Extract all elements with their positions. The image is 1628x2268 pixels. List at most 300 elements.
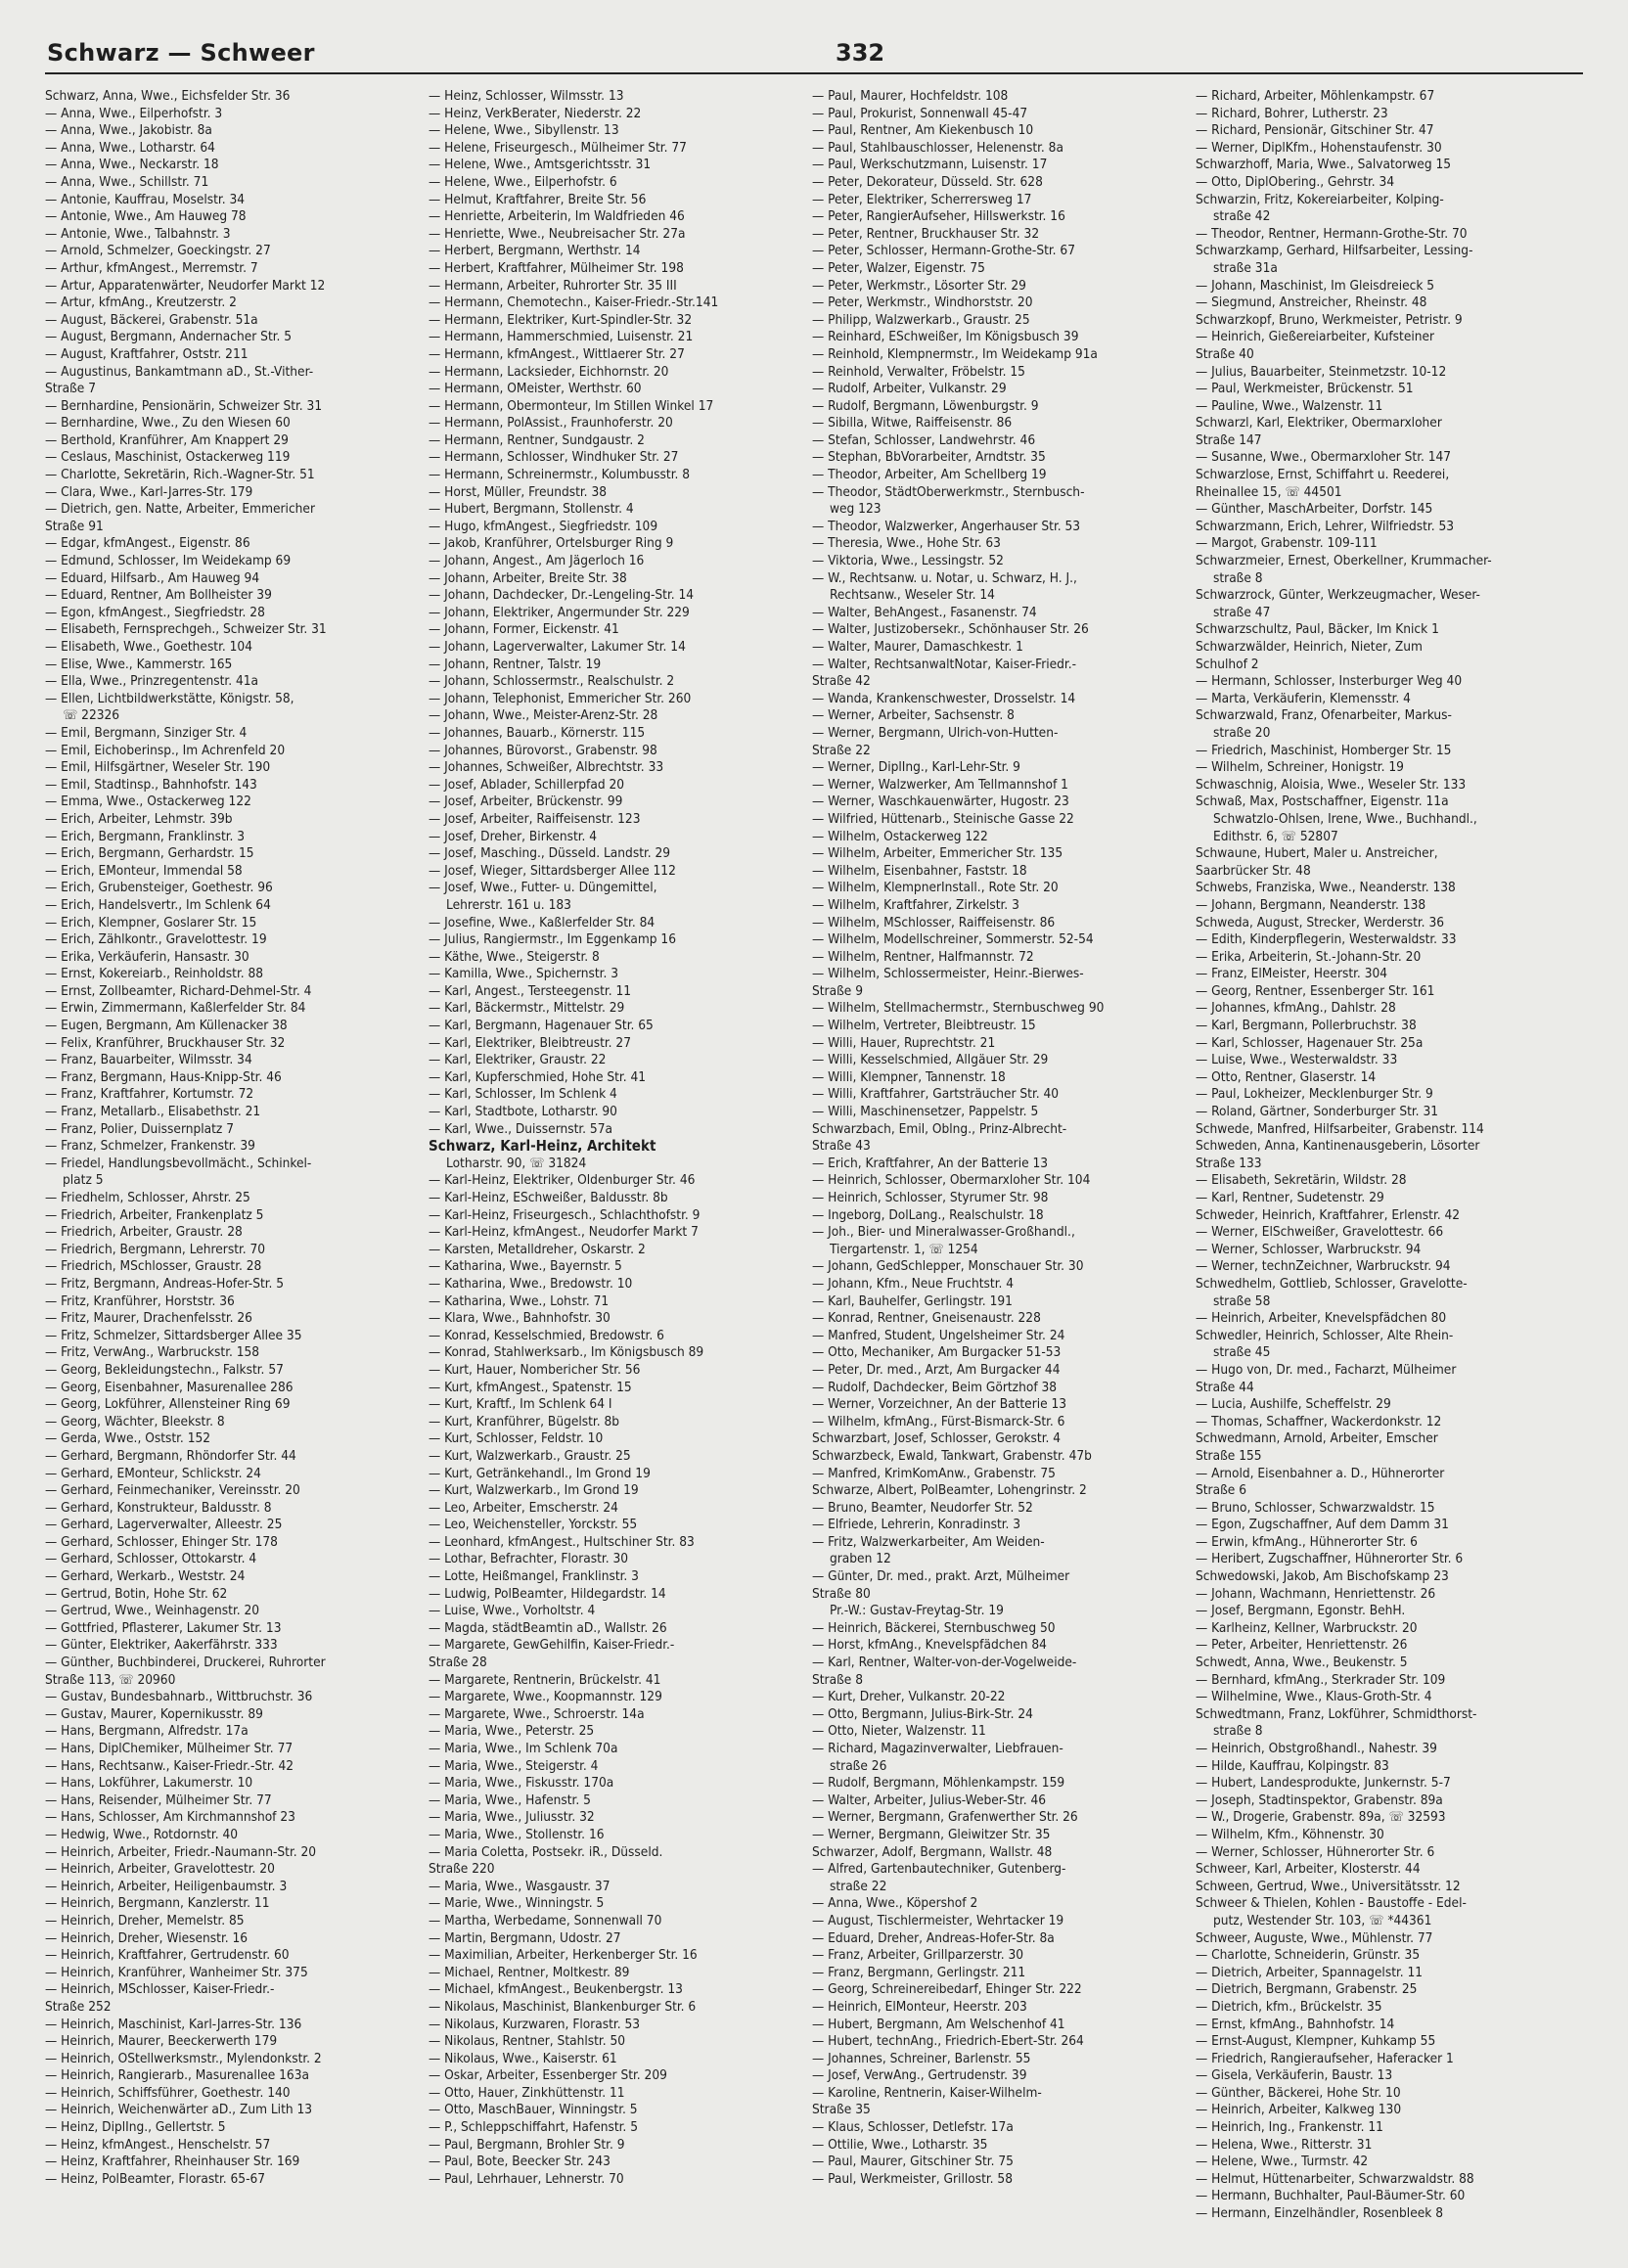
- directory-entry-line: — Peter, Arbeiter, Henriettenstr. 26: [1196, 1637, 1408, 1654]
- directory-entry-line: — Herbert, Bergmann, Werthstr. 14: [429, 243, 641, 259]
- directory-entry-line: — Fritz, VerwAng., Warbruckstr. 158: [45, 1344, 260, 1361]
- directory-entry-line: — Margot, Grabenstr. 109-111: [1196, 535, 1378, 552]
- directory-entry-line: — Peter, Werkmstr., Windhorststr. 20: [812, 295, 1033, 311]
- directory-entry-line: — Käthe, Wwe., Steigerstr. 8: [429, 948, 600, 965]
- directory-entry-line: — Otto, Nieter, Walzenstr. 11: [812, 1723, 986, 1740]
- directory-entry-line: Rechtsanw., Weseler Str. 14: [830, 587, 995, 604]
- directory-entry-line: — Margarete, Wwe., Koopmannstr. 129: [429, 1689, 662, 1705]
- directory-entry-line: — W., Drogerie, Grabenstr. 89a, ☏ 32593: [1196, 1809, 1446, 1826]
- directory-entry-line: — Anna, Wwe., Lotharstr. 64: [45, 139, 215, 156]
- directory-entry-line: — Viktoria, Wwe., Lessingstr. 52: [812, 553, 1004, 569]
- directory-entry-line: Schwatzlo-Ohlsen, Irene, Wwe., Buchhandl.,: [1213, 810, 1477, 827]
- directory-entry-line: — Julius, Bauarbeiter, Steinmetzstr. 10-12: [1196, 363, 1447, 380]
- directory-entry-line: — Johann, Dachdecker, Dr.-Lengeling-Str. 14: [429, 587, 695, 604]
- directory-entry-line: — Horst, Müller, Freundstr. 38: [429, 483, 608, 500]
- directory-entry-line: — Wilhelm, Kfm., Köhnenstr. 30: [1196, 1826, 1384, 1842]
- directory-entry-line: — Kurt, Schlosser, Feldstr. 10: [429, 1430, 604, 1447]
- directory-entry-line: — Johann, Bergmann, Neanderstr. 138: [1196, 896, 1426, 913]
- directory-entry-line: — Luise, Wwe., Westerwaldstr. 33: [1196, 1052, 1398, 1068]
- directory-entry-line: — Gerhard, Werkarb., Weststr. 24: [45, 1568, 246, 1585]
- directory-entry-line: — Kurt, Walzwerkarb., Graustr. 25: [429, 1447, 631, 1464]
- directory-entry-line: Lotharstr. 90, ☏ 31824: [446, 1155, 587, 1171]
- directory-entry-line: — Werner, Walzwerker, Am Tellmannshof 1: [812, 776, 1068, 793]
- directory-entry-line: Schwarzbart, Josef, Schlosser, Gerokstr. 4: [812, 1430, 1062, 1447]
- directory-entry-line: — Georg, Wächter, Bleekstr. 8: [45, 1413, 225, 1429]
- directory-entry-line: — Heinrich, Schlosser, Obermarxloher Str. 104: [812, 1172, 1091, 1189]
- directory-entry-line: — Johann, Former, Eickenstr. 41: [429, 621, 619, 638]
- directory-entry-line: — Manfred, Student, Ungelsheimer Str. 24: [812, 1327, 1065, 1343]
- directory-entry-line: — Hermann, kfmAngest., Wittlaerer Str. 27: [429, 345, 685, 362]
- directory-entry-line: — Johann, Maschinist, Im Gleisdreieck 5: [1196, 277, 1435, 294]
- directory-entry-line: — Willi, Kraftfahrer, Gartsträucher Str. 40: [812, 1086, 1060, 1103]
- directory-entry-line: straße 31a: [1213, 259, 1278, 276]
- directory-entry-line: — Emil, Stadtinsp., Bahnhofstr. 143: [45, 776, 257, 793]
- directory-entry-line: — Nikolaus, Kurzwaren, Florastr. 53: [429, 2016, 641, 2032]
- directory-entry-line: — Wilhelm, Arbeiter, Emmericher Str. 135: [812, 845, 1063, 862]
- directory-entry-line: — Willi, Klempner, Tannenstr. 18: [812, 1068, 1006, 1085]
- directory-entry-line: Straße 80: [812, 1585, 871, 1602]
- directory-entry-line: straße 8: [1213, 1723, 1263, 1740]
- directory-entry-line: — Theodor, StädtOberwerkmstr., Sternbusch-: [812, 483, 1085, 500]
- directory-entry-line: — Johann, Wwe., Meister-Arenz-Str. 28: [429, 707, 658, 724]
- directory-entry-line: — Eduard, Rentner, Am Bollheister 39: [45, 587, 272, 604]
- directory-entry-line: — Erich, Bergmann, Franklinstr. 3: [45, 828, 246, 844]
- directory-entry-line: — Marie, Wwe., Winningstr. 5: [429, 1895, 605, 1912]
- directory-entry-line: — Hermann, PolAssist., Fraunhoferstr. 20: [429, 415, 673, 431]
- directory-entry-line: — Joseph, Stadtinspektor, Grabenstr. 89a: [1196, 1792, 1443, 1808]
- directory-entry-line: — Peter, Dr. med., Arzt, Am Burgacker 44: [812, 1361, 1061, 1378]
- directory-entry-line: — Gerhard, EMonteur, Schlickstr. 24: [45, 1465, 261, 1481]
- directory-entry-line: Schwarze, Albert, PolBeamter, Lohengrinstr. 2: [812, 1482, 1087, 1499]
- directory-entry-line: — Thomas, Schaffner, Wackerdonkstr. 12: [1196, 1413, 1442, 1429]
- directory-entry-line: — Elisabeth, Sekretärin, Wildstr. 28: [1196, 1172, 1407, 1189]
- directory-entry-line: Schwarzwälder, Heinrich, Nieter, Zum: [1196, 639, 1423, 655]
- directory-entry-line: — Richard, Pensionär, Gitschiner Str. 47: [1196, 122, 1434, 139]
- directory-entry-line: — Karlheinz, Kellner, Warbruckstr. 20: [1196, 1619, 1418, 1636]
- directory-entry-line: — Reinhold, Klempnermstr., Im Weidekamp 91a: [812, 345, 1098, 362]
- directory-entry-line: — Theresia, Wwe., Hohe Str. 63: [812, 535, 1001, 552]
- directory-entry-line: — Elfriede, Lehrerin, Konradinstr. 3: [812, 1517, 1021, 1533]
- directory-entry-line: — Josef, Arbeiter, Raiffeisenstr. 123: [429, 810, 641, 827]
- directory-entry-line: — Franz, Bergmann, Haus-Knipp-Str. 46: [45, 1068, 282, 1085]
- directory-entry-line: — Karsten, Metalldreher, Oskarstr. 2: [429, 1241, 646, 1257]
- directory-entry-line: Schwarzwald, Franz, Ofenarbeiter, Markus-: [1196, 707, 1452, 724]
- directory-entry-line: — Dietrich, Bergmann, Grabenstr. 25: [1196, 1981, 1418, 1998]
- directory-entry-line: — Maria, Wwe., Hafenstr. 5: [429, 1792, 591, 1808]
- directory-entry-line: — Johann, Angest., Am Jägerloch 16: [429, 553, 645, 569]
- directory-entry-line: — Maria, Wwe., Wasgaustr. 37: [429, 1878, 610, 1894]
- directory-entry-line: — Fritz, Maurer, Drachenfelsstr. 26: [45, 1310, 252, 1327]
- directory-entry-line: — Otto, Mechaniker, Am Burgacker 51-53: [812, 1344, 1062, 1361]
- directory-entry-line: — Werner, DiplIng., Karl-Lehr-Str. 9: [812, 759, 1020, 776]
- directory-entry-line: — Helena, Wwe., Ritterstr. 31: [1196, 2136, 1373, 2153]
- directory-entry-line: — Heinrich, Arbeiter, Knevelspfädchen 80: [1196, 1310, 1447, 1327]
- directory-entry-line: — Konrad, Stahlwerksarb., Im Königsbusch 89: [429, 1344, 704, 1361]
- directory-entry-line: — Paul, Werkschutzmann, Luisenstr. 17: [812, 157, 1048, 173]
- directory-entry-line: — Stephan, BbVorarbeiter, Arndtstr. 35: [812, 449, 1046, 466]
- directory-entry-line: — Karl, Elektriker, Graustr. 22: [429, 1052, 607, 1068]
- directory-entry-line: — Gisela, Verkäuferin, Baustr. 13: [1196, 2067, 1393, 2084]
- directory-entry-line: — Friedrich, Bergmann, Lehrerstr. 70: [45, 1241, 266, 1257]
- directory-entry-line: Schweda, August, Strecker, Werderstr. 36: [1196, 914, 1445, 930]
- directory-entry-line: — August, Bäckerei, Grabenstr. 51a: [45, 311, 258, 328]
- directory-entry-line: Schwarzlose, Ernst, Schiffahrt u. Reederei,: [1196, 467, 1450, 483]
- directory-entry-line: — Wilhelm, MSchlosser, Raiffeisenstr. 86: [812, 914, 1056, 930]
- directory-entry-line: — Ernst, kfmAng., Bahnhofstr. 14: [1196, 2016, 1395, 2032]
- directory-entry-line: — Peter, Elektriker, Scherrersweg 17: [812, 191, 1032, 207]
- directory-entry-line: — Bruno, Schlosser, Schwarzwaldstr. 15: [1196, 1499, 1435, 1516]
- directory-entry-line: Schwedhelm, Gottlieb, Schlosser, Gravelotte-: [1196, 1275, 1468, 1292]
- directory-entry-line: straße 22: [830, 1878, 887, 1894]
- directory-entry-line: — Friedrich, MSchlosser, Graustr. 28: [45, 1258, 262, 1275]
- directory-entry-line: — Peter, RangierAufseher, Hillswerkstr. 16: [812, 208, 1065, 225]
- directory-entry-line: — Werner, Bergmann, Gleiwitzer Str. 35: [812, 1826, 1051, 1842]
- directory-entry-line: — Wilhelm, Modellschreiner, Sommerstr. 52-54: [812, 931, 1094, 948]
- directory-entry-line: — Antonie, Wwe., Am Hauweg 78: [45, 208, 247, 225]
- directory-entry-line: — Fritz, Bergmann, Andreas-Hofer-Str. 5: [45, 1275, 285, 1292]
- directory-entry-line: straße 26: [830, 1757, 887, 1774]
- directory-entry-line: — Wilhelmine, Wwe., Klaus-Groth-Str. 4: [1196, 1689, 1432, 1705]
- directory-entry-line: — W., Rechtsanw. u. Notar, u. Schwarz, H. J.,: [812, 569, 1077, 586]
- directory-entry-line: — Antonie, Kauffrau, Moselstr. 34: [45, 191, 246, 207]
- directory-entry-line: — Maria, Wwe., Stollenstr. 16: [429, 1826, 605, 1842]
- directory-entry-line: — Emil, Eichoberinsp., Im Achrenfeld 20: [45, 742, 286, 758]
- directory-entry-line: — Anna, Wwe., Köpershof 2: [812, 1895, 978, 1912]
- directory-entry-line: — Kurt, kfmAngest., Spatenstr. 15: [429, 1379, 632, 1395]
- directory-entry-line: Schwarzl, Karl, Elektriker, Obermarxloher: [1196, 415, 1442, 431]
- directory-entry-line: — Maria, Wwe., Juliusstr. 32: [429, 1809, 595, 1826]
- directory-entry-line: Schweer, Auguste, Wwe., Mühlenstr. 77: [1196, 1929, 1433, 1946]
- directory-entry-line: — Erich, Arbeiter, Lehmstr. 39b: [45, 810, 233, 827]
- directory-entry-line: — Peter, Rentner, Bruckhauser Str. 32: [812, 225, 1040, 242]
- directory-entry-line: — Georg, Schreinereibedarf, Ehinger Str. 222: [812, 1981, 1082, 1998]
- directory-entry-line: Straße 220: [429, 1861, 495, 1878]
- directory-entry-line: — Johann, Lagerverwalter, Lakumer Str. 14: [429, 639, 686, 655]
- directory-entry-line: — Friedrich, Maschinist, Homberger Str. 15: [1196, 742, 1452, 758]
- directory-entry-line: — Paul, Werkmeister, Brückenstr. 51: [1196, 381, 1414, 397]
- directory-entry-line: — Hubert, Landesprodukte, Junkernstr. 5-7: [1196, 1775, 1451, 1792]
- directory-entry-line: — Oskar, Arbeiter, Essenberger Str. 209: [429, 2067, 667, 2084]
- directory-entry-line: — Dietrich, kfm., Brückelstr. 35: [1196, 1998, 1382, 2015]
- directory-entry-line: — Leonhard, kfmAngest., Hultschiner Str. 83: [429, 1533, 695, 1550]
- directory-entry-line: — Heinrich, Schiffsführer, Goethestr. 140: [45, 2084, 291, 2101]
- directory-entry-line: — Wilhelm, Ostackerweg 122: [812, 828, 988, 844]
- directory-entry-line: — Werner, Waschkauenwärter, Hugostr. 23: [812, 794, 1069, 810]
- directory-entry-line: — Kurt, Dreher, Vulkanstr. 20-22: [812, 1689, 1006, 1705]
- directory-entry-line: straße 20: [1213, 724, 1271, 741]
- directory-entry-line: — Heinrich, Kraftfahrer, Gertrudenstr. 60: [45, 1947, 290, 1964]
- column-2: [429, 88, 812, 2262]
- directory-entry-line: — Nikolaus, Maschinist, Blankenburger Str. 6: [429, 1998, 697, 2015]
- directory-entry-line: — Helene, Wwe., Eilperhofstr. 6: [429, 173, 617, 190]
- directory-entry-line: — Helmut, Hüttenarbeiter, Schwarzwaldstr. 88: [1196, 2170, 1474, 2187]
- directory-entry-line: — Anna, Wwe., Eilperhofstr. 3: [45, 105, 223, 121]
- directory-entry-line: — Anna, Wwe., Jakobistr. 8a: [45, 122, 212, 139]
- directory-entry-line: Tiergartenstr. 1, ☏ 1254: [830, 1241, 978, 1257]
- directory-entry-line: graben 12: [830, 1551, 891, 1567]
- directory-columns: [45, 88, 1583, 2262]
- directory-entry-line: Straße 40: [1196, 345, 1254, 362]
- directory-entry-line: — Johannes, Bauarb., Körnerstr. 115: [429, 724, 646, 741]
- directory-entry-line: — Martin, Bergmann, Udostr. 27: [429, 1929, 621, 1946]
- directory-entry-line: — Franz, Polier, Duissernplatz 7: [45, 1120, 235, 1137]
- directory-entry-line: — Gerhard, Konstrukteur, Baldusstr. 8: [45, 1499, 272, 1516]
- directory-entry-line: Straße 113, ☏ 20960: [45, 1671, 176, 1688]
- directory-entry-line: — Gerda, Wwe., Oststr. 152: [45, 1430, 211, 1447]
- directory-entry-line: — Karl, Schlosser, Hagenauer Str. 25a: [1196, 1034, 1424, 1051]
- directory-entry-line: — Hans, Reisender, Mülheimer Str. 77: [45, 1792, 272, 1808]
- directory-entry-line: — Heinrich, Bäckerei, Sternbuschweg 50: [812, 1619, 1056, 1636]
- directory-entry-line: — Heinrich, Schlosser, Styrumer Str. 98: [812, 1190, 1049, 1205]
- directory-entry-line: — Maria Coletta, Postsekr. iR., Düsseld.: [429, 1843, 663, 1860]
- directory-entry-line: — Johannes, Schweißer, Albrechtstr. 33: [429, 759, 664, 776]
- directory-entry-line: — Erwin, Zimmermann, Kaßlerfelder Str. 84: [45, 1000, 306, 1017]
- directory-entry-line: — Walter, Maurer, Damaschkestr. 1: [812, 639, 1023, 655]
- directory-entry-line: Straße 9: [812, 982, 863, 999]
- directory-entry-line: — Johannes, kfmAng., Dahlstr. 28: [1196, 1000, 1396, 1017]
- directory-entry-line: — August, Tischlermeister, Wehrtacker 19: [812, 1912, 1064, 1928]
- directory-entry-line: Schwarzkopf, Bruno, Werkmeister, Petristr. 9: [1196, 311, 1463, 328]
- directory-entry-line: — Johannes, Bürovorst., Grabenstr. 98: [429, 742, 657, 758]
- directory-entry-line: — Gerhard, Schlosser, Ehinger Str. 178: [45, 1533, 278, 1550]
- directory-entry-line: — Susanne, Wwe., Obermarxloher Str. 147: [1196, 449, 1452, 466]
- directory-entry-line: — Heinrich, Arbeiter, Friedr.-Naumann-Str. 20: [45, 1843, 317, 1860]
- directory-entry-line: — Arthur, kfmAngest., Merremstr. 7: [45, 259, 258, 276]
- directory-entry-line: — Josef, Wieger, Sittardsberger Allee 112: [429, 862, 676, 879]
- directory-entry-line: — Kurt, Kranführer, Bügelstr. 8b: [429, 1413, 620, 1429]
- directory-entry-line: — Heinrich, Dreher, Wiesenstr. 16: [45, 1929, 249, 1946]
- directory-entry-line: — Ludwig, PolBeamter, Hildegardstr. 14: [429, 1585, 666, 1602]
- column-4: [1196, 88, 1579, 2262]
- directory-entry-line: — Anna, Wwe., Schillstr. 71: [45, 173, 209, 190]
- directory-entry-line: straße 47: [1213, 604, 1271, 620]
- directory-entry-line: — Paul, Bote, Beecker Str. 243: [429, 2154, 610, 2170]
- directory-entry-line: Schwarzmeier, Ernest, Oberkellner, Krummacher-: [1196, 553, 1492, 569]
- directory-entry-line: — Heinz, Schlosser, Wilmsstr. 13: [429, 88, 624, 104]
- directory-entry-line: — Karl, Rentner, Walter-von-der-Vogelweide-: [812, 1655, 1077, 1671]
- directory-entry-line: — Dietrich, Arbeiter, Spannagelstr. 11: [1196, 1964, 1424, 1980]
- directory-entry-line: — Ernst, Zollbeamter, Richard-Dehmel-Str. 4: [45, 982, 312, 999]
- directory-entry-line: — Georg, Bekleidungstechn., Falkstr. 57: [45, 1361, 284, 1378]
- directory-entry-line: — Felix, Kranführer, Bruckhauser Str. 32: [45, 1034, 286, 1051]
- directory-entry-line: — Hermann, Elektriker, Kurt-Spindler-Str. 32: [429, 311, 693, 328]
- directory-entry-line: — Theodor, Rentner, Hermann-Grothe-Str. 70: [1196, 225, 1468, 242]
- directory-entry-line: — Karl, Schlosser, Im Schlenk 4: [429, 1086, 617, 1103]
- directory-entry-line: — Bernhard, kfmAng., Sterkrader Str. 109: [1196, 1671, 1446, 1688]
- directory-entry-line: — Helene, Wwe., Turmstr. 42: [1196, 2154, 1369, 2170]
- directory-entry-line: Schwedtmann, Franz, Lokführer, Schmidthorst-: [1196, 1705, 1477, 1722]
- directory-entry-line: — Kurt, Getränkehandl., Im Grond 19: [429, 1465, 651, 1481]
- directory-entry-line: platz 5: [63, 1172, 104, 1189]
- directory-entry-line: — Johann, Kfm., Neue Fruchtstr. 4: [812, 1275, 1015, 1292]
- directory-entry-line: Straße 147: [1196, 431, 1262, 448]
- directory-entry-line: — Bernhardine, Wwe., Zu den Wiesen 60: [45, 415, 291, 431]
- directory-entry-line: — Marta, Verkäuferin, Klemensstr. 4: [1196, 690, 1411, 706]
- directory-entry-line: Schwedowski, Jakob, Am Bischofskamp 23: [1196, 1568, 1449, 1585]
- directory-entry-line: — Karl, Bauhelfer, Gerlingstr. 191: [812, 1293, 1013, 1309]
- directory-entry-line: — Paul, Rentner, Am Kiekenbusch 10: [812, 122, 1034, 139]
- directory-entry-line: Edithstr. 6, ☏ 52807: [1213, 828, 1338, 844]
- directory-entry-line: — Wilhelm, Schlossermeister, Heinr.-Bierwes-: [812, 966, 1084, 982]
- directory-entry-line: — Gerhard, Schlosser, Ottokarstr. 4: [45, 1551, 257, 1567]
- directory-entry-line: — Karl, Kupferschmied, Hohe Str. 41: [429, 1068, 647, 1085]
- directory-entry-line: — Hugo von, Dr. med., Facharzt, Mülheimer: [1196, 1361, 1457, 1378]
- directory-entry-line: — Ernst, Kokereiarb., Reinholdstr. 88: [45, 966, 264, 982]
- directory-entry-line: — Peter, Dekorateur, Düsseld. Str. 628: [812, 173, 1043, 190]
- directory-entry-line: Schwarzhoff, Maria, Wwe., Salvatorweg 15: [1196, 157, 1452, 173]
- directory-entry-line: — Karoline, Rentnerin, Kaiser-Wilhelm-: [812, 2084, 1042, 2101]
- directory-entry-line: — Theodor, Arbeiter, Am Schellberg 19: [812, 467, 1047, 483]
- directory-entry-line: — Maria, Wwe., Im Schlenk 70a: [429, 1741, 618, 1756]
- directory-entry-line: — Wilhelm, KlempnerInstall., Rote Str. 20: [812, 880, 1059, 896]
- directory-entry-line: Schwarzschultz, Paul, Bäcker, Im Knick 1: [1196, 621, 1439, 638]
- directory-entry-line: — Hedwig, Wwe., Rotdornstr. 40: [45, 1826, 239, 1842]
- directory-entry-line: — Margarete, Rentnerin, Brückelstr. 41: [429, 1671, 661, 1688]
- directory-entry-line: — Lucia, Aushilfe, Scheffelstr. 29: [1196, 1396, 1391, 1413]
- directory-entry-line: — August, Bergmann, Andernacher Str. 5: [45, 329, 293, 345]
- directory-entry-line: — Hubert, technAng., Friedrich-Ebert-Str. 264: [812, 2033, 1084, 2050]
- directory-entry-line: — Wilhelm, Kraftfahrer, Zirkelstr. 3: [812, 896, 1019, 913]
- directory-entry-line: — Heinrich, Ing., Frankenstr. 11: [1196, 2119, 1383, 2136]
- directory-entry-line: — Hermann, Hammerschmied, Luisenstr. 21: [429, 329, 694, 345]
- directory-entry-line: — Walter, Arbeiter, Julius-Weber-Str. 46: [812, 1792, 1047, 1808]
- directory-entry-line: — Karl-Heinz, Elektriker, Oldenburger Str. 46: [429, 1172, 696, 1189]
- directory-entry-line: — Charlotte, Sekretärin, Rich.-Wagner-Str. 51: [45, 467, 315, 483]
- directory-entry-line: Schulhof 2: [1196, 656, 1259, 672]
- directory-entry-line: Straße 28: [429, 1655, 487, 1671]
- directory-entry-line: Straße 43: [812, 1138, 871, 1155]
- directory-entry-line: — Michael, Rentner, Moltkestr. 89: [429, 1964, 630, 1980]
- directory-entry-line: — Hermann, Obermonteur, Im Stillen Winkel 17: [429, 397, 714, 414]
- directory-entry-line: Rheinallee 15, ☏ 44501: [1196, 483, 1342, 500]
- directory-entry-line: — Magda, städtBeamtin aD., Wallstr. 26: [429, 1619, 667, 1636]
- directory-entry-line: — Paul, Stahlbauschlosser, Helenenstr. 8a: [812, 139, 1063, 156]
- directory-entry-line: — Alfred, Gartenbautechniker, Gutenberg-: [812, 1861, 1066, 1878]
- directory-entry-line: Schwarzmann, Erich, Lehrer, Wilfriedstr. 53: [1196, 518, 1455, 534]
- directory-entry-line: — Katharina, Wwe., Lohstr. 71: [429, 1293, 610, 1309]
- directory-entry-line: — Josef, Masching., Düsseld. Landstr. 29: [429, 845, 671, 862]
- directory-entry-line: — Walter, Justizobersekr., Schönhauser Str. 26: [812, 621, 1089, 638]
- directory-entry-line: — Karl, Bäckermstr., Mittelstr. 29: [429, 1000, 625, 1017]
- directory-entry-line: — Hermann, Schlosser, Windhuker Str. 27: [429, 449, 679, 466]
- directory-entry-line: Schwedmann, Arnold, Arbeiter, Emscher: [1196, 1430, 1438, 1447]
- directory-entry-line: — Rudolf, Arbeiter, Vulkanstr. 29: [812, 381, 1007, 397]
- page-number: 332: [836, 39, 885, 67]
- directory-entry-line: — Sibilla, Witwe, Raiffeisenstr. 86: [812, 415, 1013, 431]
- directory-entry-line: — Eugen, Bergmann, Am Küllenacker 38: [45, 1018, 288, 1034]
- directory-entry-line: — Georg, Eisenbahner, Masurenallee 286: [45, 1379, 294, 1395]
- directory-entry-line: — Heinz, DiplIng., Gellertstr. 5: [45, 2119, 226, 2136]
- directory-entry-line: — Lotte, Heißmangel, Franklinstr. 3: [429, 1568, 639, 1585]
- directory-entry-line: — Karl, Wwe., Duissernstr. 57a: [429, 1120, 612, 1137]
- directory-entry-line: — Peter, Walzer, Eigenstr. 75: [812, 259, 985, 276]
- directory-entry-line: — Paul, Prokurist, Sonnenwall 45-47: [812, 105, 1028, 121]
- directory-entry-line: — Philipp, Walzwerkarb., Graustr. 25: [812, 311, 1030, 328]
- directory-entry-line: — Konrad, Kesselschmied, Bredowstr. 6: [429, 1327, 664, 1343]
- directory-entry-line: — Edgar, kfmAngest., Eigenstr. 86: [45, 535, 250, 552]
- directory-entry-line: — Artur, Apparatenwärter, Neudorfer Markt 12: [45, 277, 326, 294]
- directory-entry-line: — Johann, Telephonist, Emmericher Str. 260: [429, 690, 692, 706]
- directory-entry-line: — Karl, Bergmann, Pollerbruchstr. 38: [1196, 1018, 1417, 1034]
- directory-entry-line: — Karl, Rentner, Sudetenstr. 29: [1196, 1190, 1384, 1205]
- directory-entry-line: — Augustinus, Bankamtmann aD., St.-Vither-: [45, 363, 314, 380]
- directory-entry-line: — Michael, kfmAngest., Beukenbergstr. 13: [429, 1981, 683, 1998]
- directory-entry-line: — Hubert, Bergmann, Am Welschenhof 41: [812, 2016, 1065, 2032]
- directory-entry-line: straße 42: [1213, 208, 1271, 225]
- directory-entry-line: — Charlotte, Schneiderin, Grünstr. 35: [1196, 1947, 1421, 1964]
- directory-entry-line: — Wilhelm, Vertreter, Bleibtreustr. 15: [812, 1018, 1036, 1034]
- directory-entry-line: Schwebs, Franziska, Wwe., Neanderstr. 138: [1196, 880, 1456, 896]
- directory-entry-line: — Erich, Kraftfahrer, An der Batterie 13: [812, 1155, 1049, 1171]
- directory-entry-line: — Bruno, Beamter, Neudorfer Str. 52: [812, 1499, 1033, 1516]
- directory-entry-line: — Werner, Bergmann, Grafenwerther Str. 26: [812, 1809, 1078, 1826]
- directory-entry-line: — Maximilian, Arbeiter, Herkenberger Str. 16: [429, 1947, 698, 1964]
- directory-entry-line: — Otto, DiplObering., Gehrstr. 34: [1196, 173, 1395, 190]
- directory-entry-line: — Friedrich, Arbeiter, Frankenplatz 5: [45, 1206, 264, 1223]
- directory-entry-line: — Roland, Gärtner, Sonderburger Str. 31: [1196, 1104, 1438, 1120]
- directory-entry-line: — Josef, Ablader, Schillerpfad 20: [429, 776, 625, 793]
- directory-entry-line: — Werner, technZeichner, Warbruckstr. 94: [1196, 1258, 1451, 1275]
- directory-entry-line: — Richard, Bohrer, Lutherstr. 23: [1196, 105, 1388, 121]
- directory-entry-line: — Walter, RechtsanwaltNotar, Kaiser-Friedr.-: [812, 656, 1077, 672]
- directory-entry-line: — Peter, Schlosser, Hermann-Grothe-Str. 67: [812, 243, 1075, 259]
- directory-entry-line: Straße 133: [1196, 1155, 1262, 1171]
- directory-entry-line: — Herbert, Kraftfahrer, Mülheimer Str. 198: [429, 259, 684, 276]
- directory-entry-line: — P., Schleppschiffahrt, Hafenstr. 5: [429, 2119, 638, 2136]
- directory-entry-line: — Fritz, Walzwerkarbeiter, Am Weiden-: [812, 1533, 1045, 1550]
- directory-entry-line: straße 45: [1213, 1344, 1271, 1361]
- directory-entry-line: — Ernst-August, Klempner, Kuhkamp 55: [1196, 2033, 1436, 2050]
- directory-entry-line: — Heinrich, Maurer, Beeckerwerth 179: [45, 2033, 278, 2050]
- directory-entry-line: Straße 91: [45, 518, 104, 534]
- directory-entry-line: — Werner, Schlosser, Hühnerorter Str. 6: [1196, 1843, 1435, 1860]
- directory-entry-line: — Gerhard, Feinmechaniker, Vereinsstr. 20: [45, 1482, 300, 1499]
- directory-entry-line: — Friedrich, Arbeiter, Graustr. 28: [45, 1224, 243, 1241]
- directory-entry-line: — Dietrich, gen. Natte, Arbeiter, Emmericher: [45, 501, 315, 518]
- directory-entry-line: — Heinrich, Dreher, Memelstr. 85: [45, 1912, 245, 1928]
- directory-entry-line: — Heinrich, Arbeiter, Gravelottestr. 20: [45, 1861, 275, 1878]
- directory-entry-line: Schwarz, Karl-Heinz, Architekt: [429, 1138, 656, 1156]
- directory-entry-line: — Helene, Wwe., Sibyllenstr. 13: [429, 122, 619, 139]
- directory-entry-line: — Gertrud, Botin, Hohe Str. 62: [45, 1585, 228, 1602]
- directory-entry-line: — Siegmund, Anstreicher, Rheinstr. 48: [1196, 295, 1427, 311]
- directory-entry-line: — Josef, Bergmann, Egonstr. BehH.: [1196, 1603, 1406, 1619]
- directory-entry-line: — Reinhard, ESchweißer, Im Königsbusch 39: [812, 329, 1079, 345]
- directory-entry-line: — Heinrich, Maschinist, Karl-Jarres-Str. 136: [45, 2016, 302, 2032]
- directory-entry-line: — Eduard, Dreher, Andreas-Hofer-Str. 8a: [812, 1929, 1055, 1946]
- directory-entry-line: Schween, Gertrud, Wwe., Universitätsstr. 12: [1196, 1878, 1461, 1894]
- directory-entry-line: Saarbrücker Str. 48: [1196, 862, 1311, 879]
- directory-entry-line: — Erich, Zählkontr., Gravelottestr. 19: [45, 931, 267, 948]
- directory-entry-line: straße 58: [1213, 1293, 1271, 1309]
- directory-entry-line: — Martha, Werbedame, Sonnenwall 70: [429, 1912, 662, 1928]
- directory-entry-line: — Fritz, Schmelzer, Sittardsberger Allee 35: [45, 1327, 302, 1343]
- directory-entry-line: — Anna, Wwe., Neckarstr. 18: [45, 157, 219, 173]
- directory-entry-line: — Hans, Rechtsanw., Kaiser-Friedr.-Str. 42: [45, 1757, 294, 1774]
- directory-entry-line: — Edmund, Schlosser, Im Weidekamp 69: [45, 553, 292, 569]
- directory-entry-line: — Theodor, Walzwerker, Angerhauser Str. 53: [812, 518, 1081, 534]
- directory-entry-line: — Gertrud, Wwe., Weinhagenstr. 20: [45, 1603, 260, 1619]
- directory-entry-line: — Julius, Rangiermstr., Im Eggenkamp 16: [429, 931, 676, 948]
- directory-entry-line: — Konrad, Rentner, Gneisenaustr. 228: [812, 1310, 1041, 1327]
- directory-entry-line: — Heinrich, Arbeiter, Heiligenbaumstr. 3: [45, 1878, 288, 1894]
- directory-entry-line: — Margarete, GewGehilfin, Kaiser-Friedr.-: [429, 1637, 675, 1654]
- directory-entry-line: — Richard, Arbeiter, Möhlenkampstr. 67: [1196, 88, 1435, 104]
- directory-entry-line: Lehrerstr. 161 u. 183: [446, 896, 571, 913]
- directory-entry-line: putz, Westender Str. 103, ☏ *44361: [1213, 1912, 1432, 1928]
- directory-entry-line: — Stefan, Schlosser, Landwehrstr. 46: [812, 431, 1036, 448]
- directory-entry-line: — Franz, Bergmann, Gerlingstr. 211: [812, 1964, 1026, 1980]
